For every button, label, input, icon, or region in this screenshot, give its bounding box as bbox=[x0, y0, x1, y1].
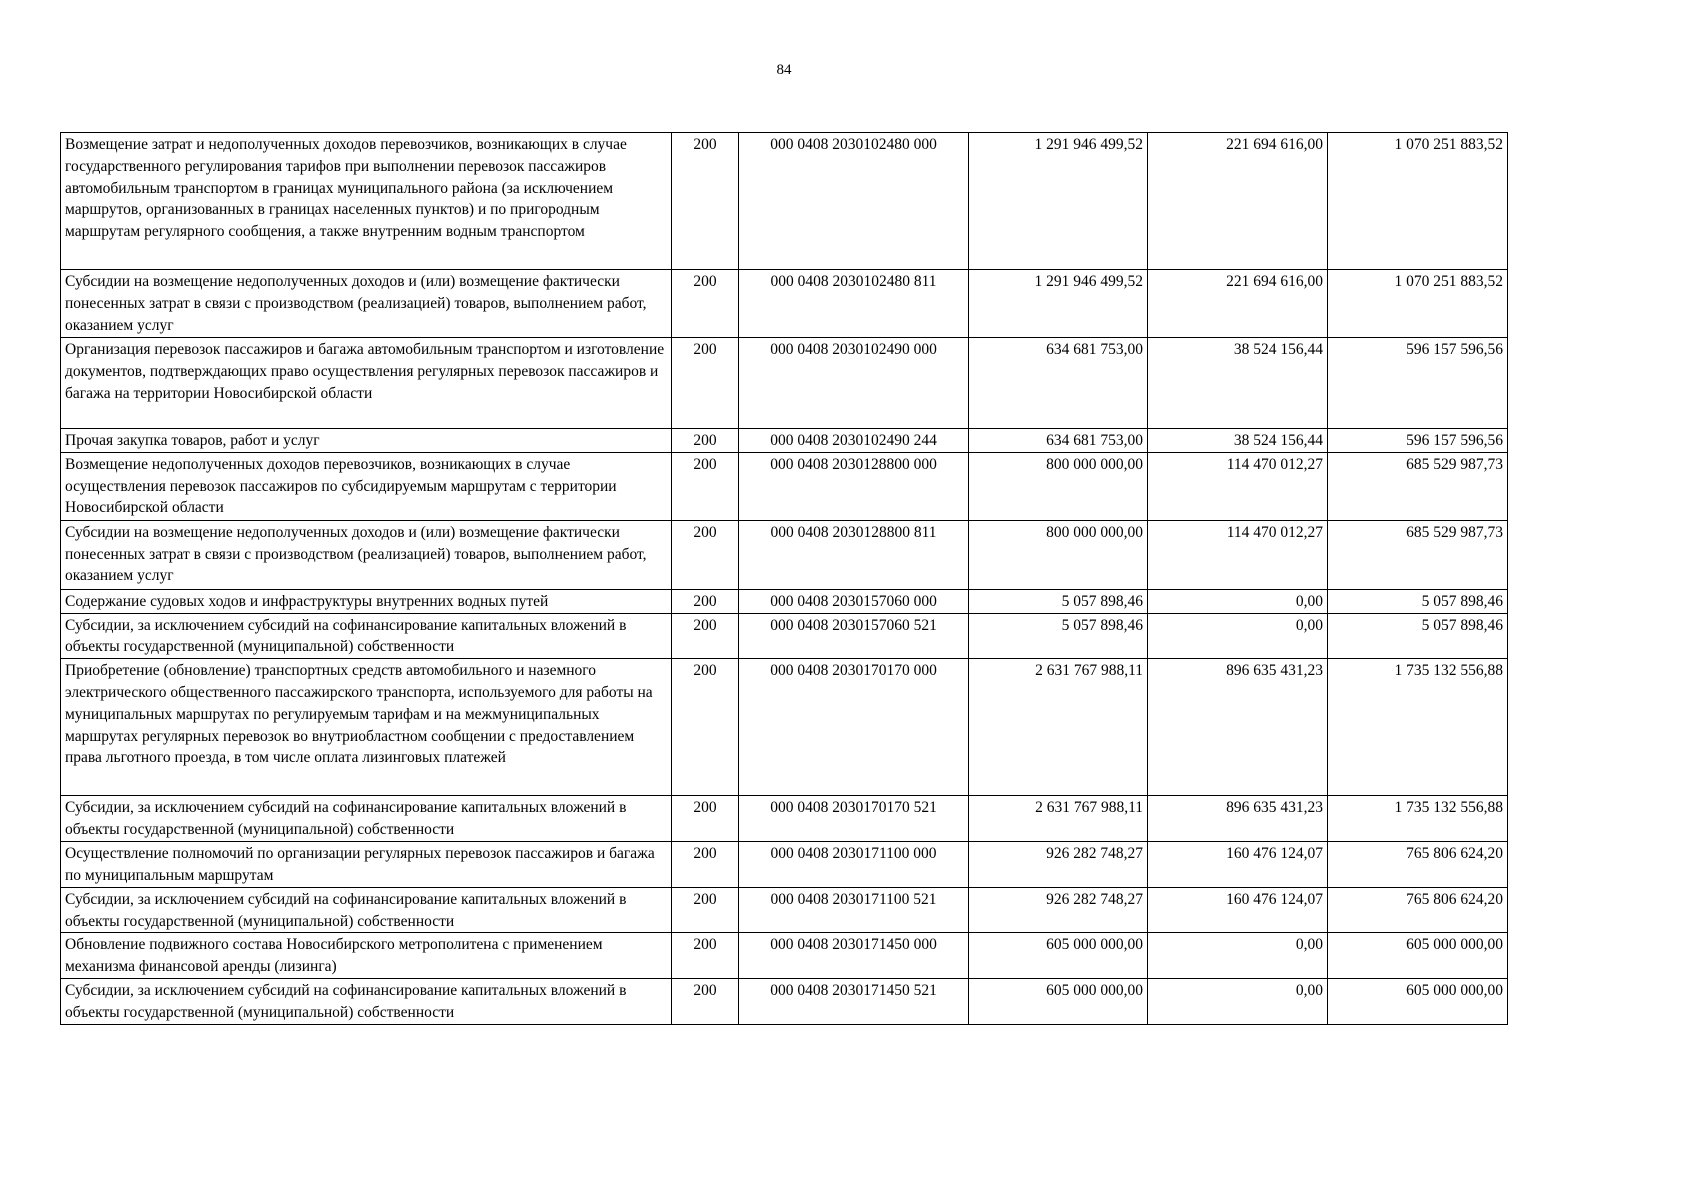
unexecuted-amount-cell: 596 157 596,56 bbox=[1328, 338, 1508, 429]
executed-amount-cell: 0,00 bbox=[1148, 589, 1328, 613]
table-row bbox=[61, 589, 1508, 613]
expense-name-cell: Субсидии на возмещение недополученных доходов и (или) возмещение фактически понесенных затрат в связи с производством (реализацией) товаров, выполнением работ, оказанием услуг bbox=[61, 520, 672, 589]
executed-amount-cell: 0,00 bbox=[1148, 933, 1328, 979]
table-row bbox=[61, 270, 1508, 338]
approved-amount-cell: 634 681 753,00 bbox=[969, 429, 1148, 453]
expense-name-cell: Субсидии, за исключением субсидий на софинансирование капитальных вложений в объекты государственной (муниципальной) собственности bbox=[61, 887, 672, 933]
table-row bbox=[61, 452, 1508, 520]
expense-name-cell: Субсидии, за исключением субсидий на софинансирование капитальных вложений в объекты государственной (муниципальной) собственности bbox=[61, 796, 672, 842]
admin-code-cell: 200 bbox=[672, 841, 739, 887]
budget-code-cell: 000 0408 2030102490 000 bbox=[739, 338, 969, 429]
approved-amount-cell: 2 631 767 988,11 bbox=[969, 659, 1148, 796]
executed-amount-cell: 0,00 bbox=[1148, 978, 1328, 1024]
approved-amount-cell: 1 291 946 499,52 bbox=[969, 133, 1148, 270]
expense-name-cell: Обновление подвижного состава Новосибирского метрополитена с применением механизма финансовой аренды (лизинга) bbox=[61, 933, 672, 979]
table-row bbox=[61, 429, 1508, 453]
budget-code-cell: 000 0408 2030171100 521 bbox=[739, 887, 969, 933]
unexecuted-amount-cell: 685 529 987,73 bbox=[1328, 452, 1508, 520]
table-row bbox=[61, 978, 1508, 1024]
admin-code-cell: 200 bbox=[672, 133, 739, 270]
unexecuted-amount-cell: 1 070 251 883,52 bbox=[1328, 133, 1508, 270]
approved-amount-cell: 634 681 753,00 bbox=[969, 338, 1148, 429]
admin-code-cell: 200 bbox=[672, 520, 739, 589]
budget-code-cell: 000 0408 2030128800 811 bbox=[739, 520, 969, 589]
budget-code-cell: 000 0408 2030170170 521 bbox=[739, 796, 969, 842]
expense-name-cell: Возмещение недополученных доходов перевозчиков, возникающих в случае осуществления перевозок пассажиров по субсидируемым маршрутам с территории Новосибирской области bbox=[61, 452, 672, 520]
budget-code-cell: 000 0408 2030171450 521 bbox=[739, 978, 969, 1024]
expense-name-cell: Приобретение (обновление) транспортных средств автомобильного и наземного электрического общественного пассажирского транспорта, используемого для работы на муниципальных маршрутах по регулируемым тарифам и на межмуниципальных маршрутах регулярных перевозок во внутриобластном сообщении с предоставлением права льготного проезда, в том числе оплата лизинговых платежей bbox=[61, 659, 672, 796]
table-row bbox=[61, 338, 1508, 429]
expense-name-cell: Организация перевозок пассажиров и багажа автомобильным транспортом и изготовление документов, подтверждающих право осуществления регулярных перевозок пассажиров и багажа на территории Новосибирской области bbox=[61, 338, 672, 429]
expense-name-cell: Содержание судовых ходов и инфраструктуры внутренних водных путей bbox=[61, 589, 672, 613]
unexecuted-amount-cell: 1 735 132 556,88 bbox=[1328, 659, 1508, 796]
executed-amount-cell: 896 635 431,23 bbox=[1148, 796, 1328, 842]
table-row bbox=[61, 796, 1508, 842]
admin-code-cell: 200 bbox=[672, 338, 739, 429]
budget-code-cell: 000 0408 2030102480 811 bbox=[739, 270, 969, 338]
approved-amount-cell: 800 000 000,00 bbox=[969, 520, 1148, 589]
approved-amount-cell: 5 057 898,46 bbox=[969, 589, 1148, 613]
page-number: 84 bbox=[776, 62, 792, 78]
admin-code-cell: 200 bbox=[672, 659, 739, 796]
executed-amount-cell: 160 476 124,07 bbox=[1148, 841, 1328, 887]
table-row bbox=[61, 841, 1508, 887]
executed-amount-cell: 114 470 012,27 bbox=[1148, 452, 1328, 520]
expense-name-cell: Субсидии, за исключением субсидий на софинансирование капитальных вложений в объекты государственной (муниципальной) собственности bbox=[61, 978, 672, 1024]
budget-table bbox=[60, 132, 1508, 1025]
admin-code-cell: 200 bbox=[672, 978, 739, 1024]
approved-amount-cell: 5 057 898,46 bbox=[969, 613, 1148, 659]
budget-code-cell: 000 0408 2030170170 000 bbox=[739, 659, 969, 796]
executed-amount-cell: 114 470 012,27 bbox=[1148, 520, 1328, 589]
approved-amount-cell: 800 000 000,00 bbox=[969, 452, 1148, 520]
unexecuted-amount-cell: 596 157 596,56 bbox=[1328, 429, 1508, 453]
admin-code-cell: 200 bbox=[672, 796, 739, 842]
admin-code-cell: 200 bbox=[672, 589, 739, 613]
executed-amount-cell: 221 694 616,00 bbox=[1148, 270, 1328, 338]
admin-code-cell: 200 bbox=[672, 933, 739, 979]
table-row bbox=[61, 133, 1508, 270]
expense-name-cell: Субсидии, за исключением субсидий на софинансирование капитальных вложений в объекты государственной (муниципальной) собственности bbox=[61, 613, 672, 659]
table-row bbox=[61, 659, 1508, 796]
admin-code-cell: 200 bbox=[672, 270, 739, 338]
unexecuted-amount-cell: 5 057 898,46 bbox=[1328, 613, 1508, 659]
expense-name-cell: Прочая закупка товаров, работ и услуг bbox=[61, 429, 672, 453]
executed-amount-cell: 221 694 616,00 bbox=[1148, 133, 1328, 270]
admin-code-cell: 200 bbox=[672, 452, 739, 520]
executed-amount-cell: 896 635 431,23 bbox=[1148, 659, 1328, 796]
approved-amount-cell: 1 291 946 499,52 bbox=[969, 270, 1148, 338]
table-row bbox=[61, 933, 1508, 979]
budget-code-cell: 000 0408 2030157060 000 bbox=[739, 589, 969, 613]
unexecuted-amount-cell: 765 806 624,20 bbox=[1328, 887, 1508, 933]
approved-amount-cell: 605 000 000,00 bbox=[969, 933, 1148, 979]
executed-amount-cell: 38 524 156,44 bbox=[1148, 338, 1328, 429]
table-row bbox=[61, 520, 1508, 589]
budget-code-cell: 000 0408 2030102490 244 bbox=[739, 429, 969, 453]
approved-amount-cell: 2 631 767 988,11 bbox=[969, 796, 1148, 842]
budget-code-cell: 000 0408 2030171100 000 bbox=[739, 841, 969, 887]
executed-amount-cell: 160 476 124,07 bbox=[1148, 887, 1328, 933]
admin-code-cell: 200 bbox=[672, 613, 739, 659]
unexecuted-amount-cell: 5 057 898,46 bbox=[1328, 589, 1508, 613]
unexecuted-amount-cell: 605 000 000,00 bbox=[1328, 933, 1508, 979]
unexecuted-amount-cell: 1 735 132 556,88 bbox=[1328, 796, 1508, 842]
approved-amount-cell: 605 000 000,00 bbox=[969, 978, 1148, 1024]
unexecuted-amount-cell: 605 000 000,00 bbox=[1328, 978, 1508, 1024]
executed-amount-cell: 38 524 156,44 bbox=[1148, 429, 1328, 453]
unexecuted-amount-cell: 685 529 987,73 bbox=[1328, 520, 1508, 589]
table-row bbox=[61, 887, 1508, 933]
admin-code-cell: 200 bbox=[672, 429, 739, 453]
expense-name-cell: Осуществление полномочий по организации регулярных перевозок пассажиров и багажа по муниципальным маршрутам bbox=[61, 841, 672, 887]
unexecuted-amount-cell: 1 070 251 883,52 bbox=[1328, 270, 1508, 338]
approved-amount-cell: 926 282 748,27 bbox=[969, 841, 1148, 887]
table-row bbox=[61, 613, 1508, 659]
approved-amount-cell: 926 282 748,27 bbox=[969, 887, 1148, 933]
executed-amount-cell: 0,00 bbox=[1148, 613, 1328, 659]
unexecuted-amount-cell: 765 806 624,20 bbox=[1328, 841, 1508, 887]
admin-code-cell: 200 bbox=[672, 887, 739, 933]
budget-code-cell: 000 0408 2030157060 521 bbox=[739, 613, 969, 659]
budget-code-cell: 000 0408 2030128800 000 bbox=[739, 452, 969, 520]
budget-code-cell: 000 0408 2030102480 000 bbox=[739, 133, 969, 270]
expense-name-cell: Возмещение затрат и недополученных доходов перевозчиков, возникающих в случае государственного регулирования тарифов при выполнении перевозок пассажиров автомобильным транспортом в границах муниципального района (за исключением маршрутов, организованных в границах населенных пунктов) и по пригородным маршрутам регулярного сообщения, а также внутренним водным транспортом bbox=[61, 133, 672, 270]
expense-name-cell: Субсидии на возмещение недополученных доходов и (или) возмещение фактически понесенных затрат в связи с производством (реализацией) товаров, выполнением работ, оказанием услуг bbox=[61, 270, 672, 338]
budget-code-cell: 000 0408 2030171450 000 bbox=[739, 933, 969, 979]
